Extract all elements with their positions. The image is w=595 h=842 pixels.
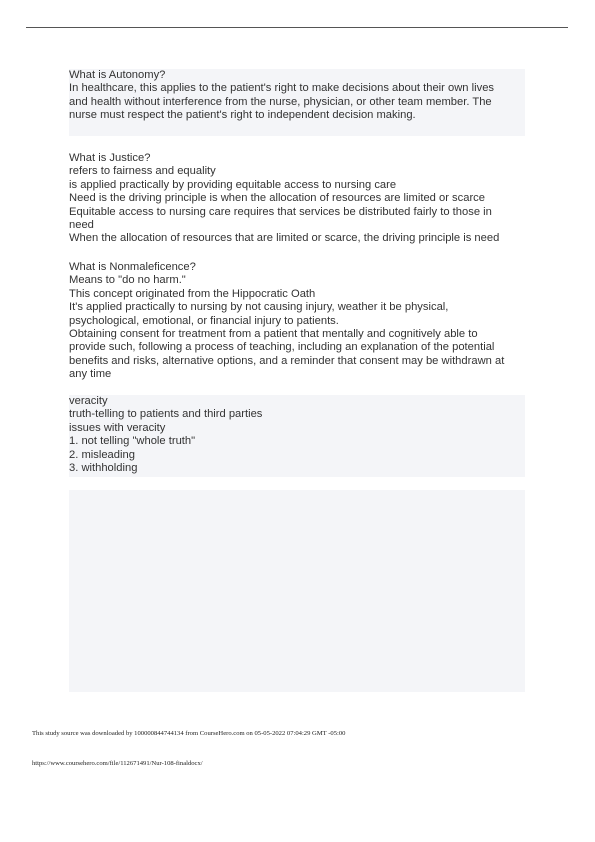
flashcard-justice [69, 152, 525, 246]
card-answer-line: This concept originated from the Hippocratic Oath [69, 287, 316, 300]
card-answer-line: 3. withholding [69, 462, 138, 475]
card-answer-line: need [69, 219, 94, 232]
card-question: What is Nonmaleficence? [69, 261, 196, 273]
card-answer-line: 1. not telling "whole truth" [69, 435, 196, 448]
card-answer-line: When the allocation of resources that are limited or scarce, the driving principle is need [69, 232, 500, 245]
card-answer-line: Obtaining consent for treatment from a patient that mentally and cognitively able to [69, 328, 478, 341]
card-answer-line: It's applied practically to nursing by not causing injury, weather it be physical, [69, 301, 449, 314]
card-answer-line: provide such, following a process of teaching, including an explanation of the potential [69, 341, 495, 354]
empty-card-panel [69, 490, 525, 692]
card-answer-line: issues with veracity [69, 421, 166, 434]
card-answer-line: Means to "do no harm." [69, 274, 186, 287]
card-answer-line: is applied practically by providing equitable access to nursing care [69, 178, 397, 191]
card-answer-line: any time [69, 368, 112, 381]
flashcard-autonomy [69, 69, 525, 136]
card-answer-line: refers to fairness and equality [69, 165, 216, 178]
flashcard-veracity [69, 395, 525, 477]
card-answer-line: 2. misleading [69, 448, 135, 461]
source-url: https://www.coursehero.com/file/112671491/Nur-108-finaldocx/ [32, 760, 203, 767]
card-answer-line: Equitable access to nursing care requires that services be distributed fairly to those in [69, 205, 492, 218]
card-question: What is Justice? [69, 152, 151, 164]
card-answer-line: benefits and risks, alternative options, and a reminder that consent may be withdrawn at [69, 354, 505, 367]
top-divider [26, 27, 568, 28]
card-question: veracity [69, 395, 108, 407]
card-answer-line: Need is the driving principle is when the allocation of resources are limited or scarce [69, 192, 486, 205]
card-answer-line: psychological, emotional, or financial injury to patients. [69, 314, 339, 327]
card-answer-line: truth-telling to patients and third parties [69, 408, 263, 421]
card-answer-line: and health without interference from the nurse, physician, or other team member. The [69, 95, 492, 108]
flashcard-nonmaleficence [69, 261, 525, 382]
card-answer-line: nurse must respect the patient's right to independent decision making. [69, 109, 416, 122]
card-question: What is Autonomy? [69, 69, 166, 81]
download-notice: This study source was downloaded by 100000844744134 from CourseHero.com on 05-05-2022 07:04:29 GMT -05:00 [32, 730, 346, 737]
card-answer-line: In healthcare, this applies to the patient's right to make decisions about their own lives [69, 82, 495, 95]
